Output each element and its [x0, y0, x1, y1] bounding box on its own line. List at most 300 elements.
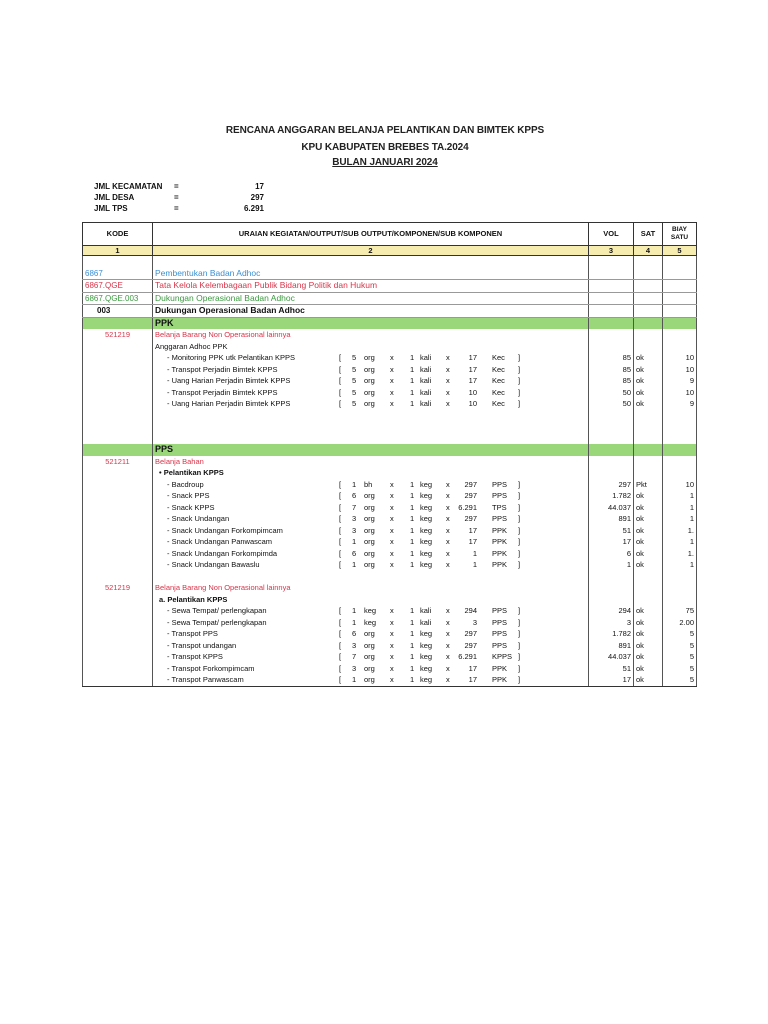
times: x [390, 606, 394, 615]
times: x [446, 617, 450, 627]
item-unit: ok [634, 605, 663, 617]
empty-cell [83, 628, 153, 640]
bracket-right: ] [518, 399, 521, 408]
times: x [390, 675, 394, 684]
empty-cell [634, 292, 663, 305]
account-code: 521211 [83, 456, 153, 468]
item-volume: 297 [589, 479, 634, 491]
empty-cell [663, 317, 697, 329]
unit-c: PPK [492, 525, 508, 535]
line-item-row [83, 640, 697, 652]
unit-b: keg [420, 629, 433, 638]
qty-c: 17 [468, 353, 477, 362]
unit-a: keg [364, 606, 377, 615]
item-volume: 1 [589, 559, 634, 571]
qty-b: 1 [410, 387, 415, 397]
empty-cell [153, 410, 589, 422]
item-unit-cost: 1 [663, 559, 697, 571]
empty-cell [634, 268, 663, 280]
times: x [446, 629, 450, 638]
times: x [390, 537, 394, 546]
empty-cell [589, 456, 634, 468]
blank-row [83, 421, 697, 433]
unit-b: keg [420, 548, 433, 558]
qty-a: 6 [352, 548, 357, 558]
budget-table [82, 222, 697, 687]
item-volume: 891 [589, 513, 634, 525]
item-name: - Transpot Forkompimcam [167, 663, 255, 673]
line-item-row [83, 398, 697, 410]
summary-value: 6.291 [243, 204, 264, 213]
item-unit: ok [634, 375, 663, 387]
empty-cell [589, 305, 634, 318]
item-name: - Snack Undangan Forkompimda [167, 548, 278, 558]
empty-cell [83, 502, 153, 514]
unit-a: bh [364, 479, 373, 489]
col-header-kode: KODE [83, 223, 153, 246]
bracket-right: ] [518, 663, 521, 673]
item-volume: 3 [589, 617, 634, 629]
bracket-right: ] [518, 514, 521, 523]
item-unit: ok [634, 628, 663, 640]
empty-cell [83, 317, 153, 329]
empty-cell [634, 256, 663, 268]
qty-a: 5 [352, 353, 357, 362]
qty-c: 297 [464, 491, 477, 500]
empty-cell [83, 341, 153, 353]
col-header-biaya: BIAY SATU [663, 223, 697, 246]
empty-cell [634, 305, 663, 318]
times: x [446, 387, 450, 397]
qty-c: 3 [472, 617, 477, 627]
unit-c: KPPS [492, 652, 513, 661]
empty-cell [663, 594, 697, 606]
bracket-left: [ [339, 606, 342, 615]
row-code: 6867 [83, 268, 153, 280]
item-unit: ok [634, 502, 663, 514]
empty-cell [83, 617, 153, 629]
unit-c: Kec [492, 399, 505, 408]
summary-equals: = [174, 182, 179, 191]
empty-cell [663, 292, 697, 305]
blank-row [83, 571, 697, 583]
item-name: - Bacdroup [167, 479, 204, 489]
unit-b: kali [420, 399, 432, 408]
empty-cell [153, 421, 589, 433]
bracket-left: [ [339, 479, 342, 489]
times: x [446, 675, 450, 684]
unit-b: keg [420, 560, 433, 569]
item-volume: 44.037 [589, 651, 634, 663]
group-heading: a. Pelantikan KPPS [153, 594, 589, 606]
times: x [446, 548, 450, 558]
subheading-row [83, 341, 697, 353]
line-item-row [83, 502, 697, 514]
empty-cell [589, 292, 634, 305]
empty-cell [663, 444, 697, 456]
times: x [390, 652, 394, 661]
qty-b: 1 [410, 617, 415, 627]
empty-cell [634, 410, 663, 422]
unit-a: org [364, 675, 375, 684]
item-unit: ok [634, 674, 663, 686]
qty-a: 5 [352, 387, 357, 397]
qty-a: 7 [352, 652, 357, 661]
unit-a: keg [364, 617, 377, 627]
item-unit-cost: 5 [663, 651, 697, 663]
account-name: Belanja Bahan [153, 456, 589, 468]
summary-row [94, 181, 264, 192]
qty-a: 1 [352, 479, 357, 489]
qty-a: 7 [352, 502, 357, 512]
empty-cell [83, 410, 153, 422]
empty-cell [663, 571, 697, 583]
item-volume: 50 [589, 387, 634, 399]
times: x [446, 525, 450, 535]
qty-b: 1 [410, 629, 415, 638]
bracket-left: [ [339, 560, 342, 569]
bracket-left: [ [339, 376, 342, 385]
line-item-row [83, 628, 697, 640]
qty-b: 1 [410, 376, 415, 385]
unit-a: org [364, 548, 375, 558]
item-detail [153, 640, 589, 652]
item-name: - Transpot undangan [167, 640, 237, 650]
item-name: - Snack PPS [167, 491, 210, 500]
unit-b: keg [420, 479, 433, 489]
empty-cell [634, 341, 663, 353]
item-detail [153, 387, 589, 399]
qty-b: 1 [410, 548, 415, 558]
summary-value: 17 [255, 182, 264, 191]
qty-c: 17 [468, 525, 477, 535]
qty-c: 10 [468, 399, 477, 408]
empty-cell [83, 444, 153, 456]
item-unit: ok [634, 663, 663, 675]
bracket-right: ] [518, 640, 521, 650]
qty-a: 5 [352, 364, 357, 374]
times: x [446, 560, 450, 569]
summary-row [94, 192, 264, 203]
bracket-right: ] [518, 387, 521, 397]
section-band-row [83, 444, 697, 456]
item-name: - Transpot Perjadin Bimtek KPPS [167, 364, 278, 374]
qty-b: 1 [410, 502, 415, 512]
line-item-row [83, 387, 697, 399]
empty-cell [83, 571, 153, 583]
empty-cell [153, 433, 589, 445]
times: x [390, 376, 394, 385]
row-code: 6867.QGE.003 [83, 292, 153, 305]
group-heading-row [83, 467, 697, 479]
qty-c: 297 [464, 640, 477, 650]
bracket-right: ] [518, 560, 521, 569]
unit-a: org [364, 491, 375, 500]
account-name: Belanja Barang Non Operasional lainnya [153, 582, 589, 594]
item-detail [153, 352, 589, 364]
bracket-left: [ [339, 353, 342, 362]
qty-a: 6 [352, 629, 357, 638]
qty-b: 1 [410, 560, 415, 569]
empty-cell [83, 352, 153, 364]
item-detail [153, 651, 589, 663]
bracket-left: [ [339, 675, 342, 684]
item-unit: ok [634, 525, 663, 537]
bracket-right: ] [518, 479, 521, 489]
row-code: 003 [83, 305, 153, 318]
blank-row [83, 410, 697, 422]
empty-cell [83, 525, 153, 537]
line-item-row [83, 364, 697, 376]
times: x [390, 502, 394, 512]
empty-cell [83, 467, 153, 479]
qty-c: 297 [464, 514, 477, 523]
unit-b: kali [420, 353, 432, 362]
item-name: - Snack Undangan Bawaslu [167, 560, 260, 569]
item-detail [153, 513, 589, 525]
empty-cell [663, 433, 697, 445]
unit-a: org [364, 663, 375, 673]
qty-c: 17 [468, 537, 477, 546]
item-volume: 6 [589, 548, 634, 560]
empty-cell [589, 444, 634, 456]
empty-cell [83, 479, 153, 491]
qty-b: 1 [410, 491, 415, 500]
line-item-row [83, 375, 697, 387]
line-item-row [83, 663, 697, 675]
unit-a: org [364, 353, 375, 362]
qty-a: 6 [352, 491, 357, 500]
qty-b: 1 [410, 353, 415, 362]
item-volume: 50 [589, 398, 634, 410]
item-unit-cost: 1 [663, 502, 697, 514]
col-number: 2 [153, 246, 589, 256]
item-unit-cost: 10 [663, 387, 697, 399]
times: x [390, 525, 394, 535]
item-volume: 1.782 [589, 490, 634, 502]
qty-b: 1 [410, 399, 415, 408]
document-subtitle: KPU KABUPATEN BREBES TA.2024 [301, 142, 469, 153]
item-volume: 17 [589, 674, 634, 686]
times: x [390, 640, 394, 650]
empty-cell [83, 674, 153, 686]
qty-b: 1 [410, 663, 415, 673]
item-volume: 85 [589, 375, 634, 387]
bracket-right: ] [518, 629, 521, 638]
empty-cell [663, 305, 697, 318]
item-name: - Transpot KPPS [167, 652, 223, 661]
line-item-row [83, 352, 697, 364]
times: x [446, 353, 450, 362]
unit-b: keg [420, 663, 433, 673]
empty-cell [634, 421, 663, 433]
line-item-row [83, 525, 697, 537]
times: x [390, 399, 394, 408]
empty-cell [634, 444, 663, 456]
line-item-row [83, 536, 697, 548]
unit-c: PPS [492, 640, 508, 650]
qty-c: 10 [468, 387, 477, 397]
item-unit: Pkt [634, 479, 663, 491]
summary-block [94, 181, 264, 214]
bracket-left: [ [339, 364, 342, 374]
unit-c: PPS [492, 629, 508, 638]
unit-b: keg [420, 502, 433, 512]
line-item-row [83, 559, 697, 571]
empty-cell [589, 467, 634, 479]
times: x [390, 353, 394, 362]
empty-cell [663, 467, 697, 479]
unit-a: org [364, 629, 375, 638]
item-unit: ok [634, 617, 663, 629]
qty-c: 6.291 [458, 502, 477, 512]
empty-cell [589, 317, 634, 329]
item-name: - Transpot Panwascam [167, 675, 244, 684]
item-detail [153, 536, 589, 548]
item-volume: 51 [589, 525, 634, 537]
item-unit-cost: 9 [663, 398, 697, 410]
times: x [446, 514, 450, 523]
qty-c: 297 [464, 629, 477, 638]
qty-c: 17 [468, 663, 477, 673]
empty-cell [663, 268, 697, 280]
empty-cell [634, 433, 663, 445]
qty-c: 294 [464, 606, 477, 615]
col-header-sat: SAT [634, 223, 663, 246]
col-header-uraian: URAIAN KEGIATAN/OUTPUT/SUB OUTPUT/KOMPONEN/SUB KOMPONEN [153, 223, 589, 246]
item-unit: ok [634, 352, 663, 364]
unit-b: keg [420, 537, 433, 546]
times: x [446, 663, 450, 673]
empty-cell [663, 456, 697, 468]
item-unit: ok [634, 387, 663, 399]
times: x [446, 376, 450, 385]
empty-cell [153, 571, 589, 583]
qty-b: 1 [410, 537, 415, 546]
account-code: 521219 [83, 329, 153, 341]
unit-b: keg [420, 525, 433, 535]
times: x [446, 502, 450, 512]
empty-cell [663, 421, 697, 433]
unit-c: PPK [492, 560, 508, 569]
unit-b: keg [420, 652, 433, 661]
item-detail [153, 548, 589, 560]
qty-a: 5 [352, 376, 357, 385]
code-row [83, 268, 697, 280]
times: x [446, 491, 450, 500]
bracket-right: ] [518, 502, 521, 512]
item-name: - Snack Undangan Panwascam [167, 537, 273, 546]
empty-cell [589, 341, 634, 353]
group-heading: • Pelantikan KPPS [153, 467, 589, 479]
item-volume: 1.782 [589, 628, 634, 640]
empty-cell [663, 582, 697, 594]
item-name: - Uang Harian Perjadin Bimtek KPPS [167, 399, 291, 408]
unit-c: PPS [492, 617, 508, 627]
item-volume: 44.037 [589, 502, 634, 514]
empty-cell [663, 341, 697, 353]
unit-c: PPK [492, 675, 508, 684]
empty-cell [589, 410, 634, 422]
item-volume: 51 [589, 663, 634, 675]
item-unit: ok [634, 548, 663, 560]
group-heading: Anggaran Adhoc PPK [153, 341, 589, 353]
bracket-left: [ [339, 617, 342, 627]
item-name: - Sewa Tempat/ perlengkapan [167, 617, 267, 627]
code-row [83, 305, 697, 318]
unit-c: PPS [492, 479, 508, 489]
empty-cell [83, 256, 153, 268]
empty-cell [83, 375, 153, 387]
qty-b: 1 [410, 525, 415, 535]
bracket-left: [ [339, 652, 342, 661]
empty-cell [83, 548, 153, 560]
qty-c: 297 [464, 479, 477, 489]
item-detail [153, 674, 589, 686]
unit-b: kali [420, 387, 432, 397]
item-unit-cost: 1 [663, 513, 697, 525]
bracket-left: [ [339, 663, 342, 673]
bracket-left: [ [339, 514, 342, 523]
item-detail [153, 364, 589, 376]
line-item-row [83, 605, 697, 617]
bracket-right: ] [518, 606, 521, 615]
qty-a: 5 [352, 399, 357, 408]
empty-cell [83, 513, 153, 525]
budget-sheet [78, 78, 692, 738]
empty-cell [589, 594, 634, 606]
qty-c: 6.291 [458, 652, 477, 661]
line-item-row [83, 479, 697, 491]
line-item-row [83, 490, 697, 502]
item-detail [153, 479, 589, 491]
qty-c: 1 [472, 548, 477, 558]
col-number: 5 [663, 246, 697, 256]
empty-cell [83, 433, 153, 445]
empty-cell [83, 398, 153, 410]
item-unit: ok [634, 559, 663, 571]
item-name: - Sewa Tempat/ perlengkapan [167, 606, 267, 615]
times: x [446, 537, 450, 546]
unit-a: org [364, 376, 375, 385]
item-detail [153, 628, 589, 640]
account-name: Belanja Barang Non Operasional lainnya [153, 329, 589, 341]
qty-c: 1 [472, 560, 477, 569]
item-unit-cost: 2.00 [663, 617, 697, 629]
line-item-row [83, 651, 697, 663]
qty-a: 1 [352, 675, 357, 684]
times: x [446, 640, 450, 650]
unit-b: kali [420, 376, 432, 385]
col-number: 1 [83, 246, 153, 256]
item-unit-cost: 75 [663, 605, 697, 617]
bracket-left: [ [339, 548, 342, 558]
bracket-left: [ [339, 399, 342, 408]
item-name: - Transpot PPS [167, 629, 218, 638]
qty-b: 1 [410, 606, 415, 615]
bracket-right: ] [518, 353, 521, 362]
empty-cell [83, 559, 153, 571]
empty-cell [589, 329, 634, 341]
row-description: Dukungan Operasional Badan Adhoc [153, 305, 589, 318]
empty-cell [634, 456, 663, 468]
bracket-left: [ [339, 629, 342, 638]
bracket-left: [ [339, 502, 342, 512]
times: x [446, 479, 450, 489]
account-row [83, 582, 697, 594]
bracket-right: ] [518, 376, 521, 385]
account-row [83, 456, 697, 468]
